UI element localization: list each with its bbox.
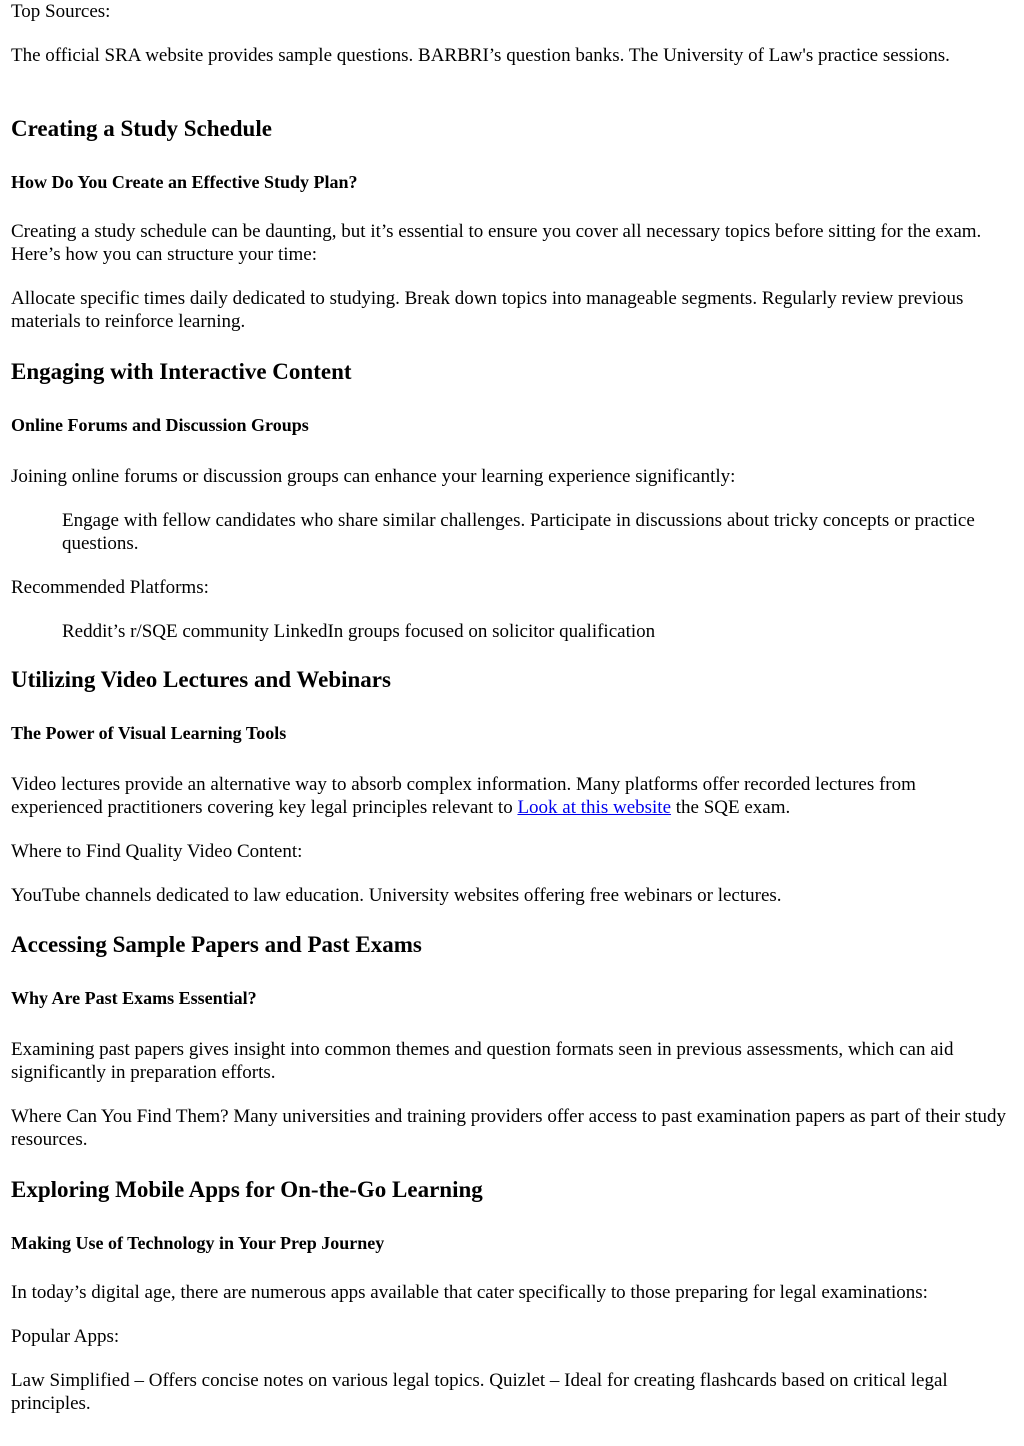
forums-intro: Joining online forums or discussion groups can enhance your learning experience significantly: <box>11 466 736 487</box>
video-heading: Utilizing Video Lectures and Webinars <box>11 667 391 692</box>
platforms-label: Recommended Platforms: <box>11 577 209 598</box>
popular-apps-label: Popular Apps: <box>11 1326 120 1347</box>
study-schedule-intro: Creating a study schedule can be daunting, but it’s essential to ensure you cover all necessary topics before sitting for the exam. Here’s how you can structure your time: <box>11 221 982 265</box>
technology-subheading: Making Use of Technology in Your Prep Journey <box>11 1233 385 1253</box>
video-intro-text: Video lectures provide an alternative way to absorb complex information. Many platforms offer recorded lectures from experienced practitioners covering key legal principles relevant to <box>11 774 916 818</box>
study-schedule-tips: Allocate specific times daily dedicated to studying. Break down topics into manageable segments. Regularly review previous materials to reinforce learning. <box>11 288 964 332</box>
popular-apps-text: Law Simplified – Offers concise notes on various legal topics. Quizlet – Ideal for creating flashcards based on critical legal principles. <box>11 1370 948 1414</box>
forums-blockquote: Engage with fellow candidates who share similar challenges. Participate in discussions about tricky concepts or practice questions. <box>62 510 975 554</box>
video-intro-end: the SQE exam. <box>671 797 791 818</box>
past-exams-heading: Accessing Sample Papers and Past Exams <box>11 932 422 957</box>
where-video-label: Where to Find Quality Video Content: <box>11 841 303 862</box>
mobile-apps-heading: Exploring Mobile Apps for On-the-Go Learning <box>11 1177 483 1202</box>
video-intro <box>11 773 1012 819</box>
past-exams-intro: Examining past papers gives insight into common themes and question formats seen in previous assessments, which can aid significantly in preparation efforts. <box>11 1039 954 1083</box>
visual-learning-subheading: The Power of Visual Learning Tools <box>11 723 287 743</box>
mobile-intro: In today’s digital age, there are numerous apps available that cater specifically to those preparing for legal examinations: <box>11 1282 928 1303</box>
past-exams-subheading: Why Are Past Exams Essential? <box>11 988 257 1008</box>
forums-subheading: Online Forums and Discussion Groups <box>11 415 309 435</box>
interactive-heading: Engaging with Interactive Content <box>11 359 352 384</box>
past-exams-where: Where Can You Find Them? Many universities and training providers offer access to past examination papers as part of their study resources. <box>11 1106 1006 1150</box>
top-sources-label: Top Sources: <box>11 1 111 22</box>
top-sources-text: The official SRA website provides sample questions. BARBRI’s question banks. The University of Law's practice sessions. <box>11 45 950 66</box>
study-schedule-heading: Creating a Study Schedule <box>11 116 272 141</box>
platforms-blockquote: Reddit’s r/SQE community LinkedIn groups focused on solicitor qualification <box>62 621 656 642</box>
website-link[interactable]: Look at this website <box>517 797 672 818</box>
study-plan-subheading: How Do You Create an Effective Study Plan? <box>11 172 358 192</box>
where-video-text: YouTube channels dedicated to law education. University websites offering free webinars or lectures. <box>11 885 782 906</box>
